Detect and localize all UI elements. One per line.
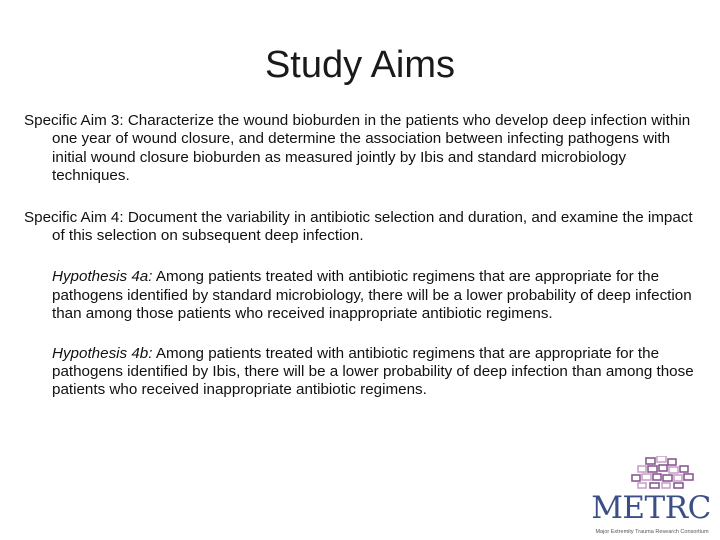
slide-body (24, 112, 694, 421)
metrc-logo (588, 456, 714, 540)
logo-wordmark: METRC (591, 490, 711, 526)
hypothesis-4b (24, 345, 694, 400)
hypothesis-text: Among patients treated with antibiotic regimens that are appropriate for the pathogens identified by Ibis, there will be a lower probability of deep infection than among those patients who received inappropriate antibiotic regimens. (52, 344, 694, 399)
aim-label: Specific Aim 4: (24, 208, 124, 226)
aim-text: Characterize the wound bioburden in the patients who develop deep infection within one year of wound closure, and determine the association between infecting pathogens with initial wound closure bioburden as measured jointly by Ibis and standard microbiology techniques. (52, 112, 691, 185)
hypothesis-4a (24, 268, 694, 323)
hypothesis-label: Hypothesis 4b: (52, 344, 153, 362)
hypothesis-text: Among patients treated with antibiotic regimens that are appropriate for the pathogens identified by standard microbiology, there will be a lower probability of deep infection than among those patients who received inappropriate antibiotic regimens. (52, 268, 692, 323)
aim-label: Specific Aim 3: (24, 112, 124, 129)
aim-text: Document the variability in antibiotic selection and duration, and examine the impact of this selection on subsequent deep infection. (52, 208, 693, 245)
slide-title: Study Aims (264, 44, 456, 86)
logo-tagline: Major Extremity Trauma Research Consortium (595, 529, 709, 535)
specific-aim-3 (24, 112, 694, 186)
hypothesis-label: Hypothesis 4a: (52, 268, 153, 286)
specific-aim-4 (24, 209, 694, 246)
